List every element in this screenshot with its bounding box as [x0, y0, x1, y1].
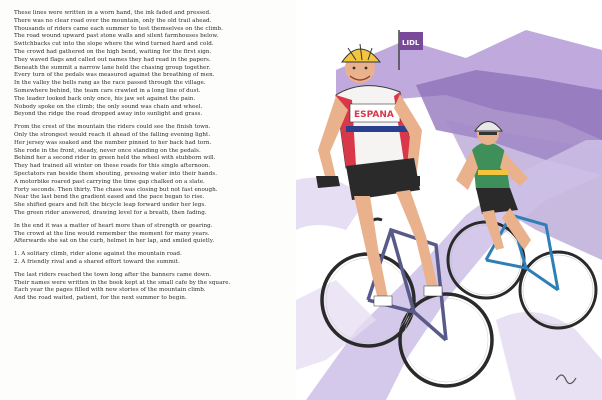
flag-label: LIDL: [402, 39, 420, 47]
text-line: Afterwards she sat on the curb, helmet in her lap, and smiled quietly.: [14, 238, 215, 245]
text-line: Somewhere behind, the team cars crawled in a long line of dust.: [14, 87, 201, 94]
text-line: She rode in the front, steady, never once standing on the pedals.: [14, 147, 201, 154]
text-line: Forty seconds. Then thirty. The chase was closing but not fast enough.: [14, 186, 218, 193]
text-line: Spectators ran beside them shouting, pressing water into their hands.: [14, 170, 218, 177]
text-line: And the road waited, patient, for the next summer to begin.: [14, 295, 187, 302]
text-line: The road wound upward past stone walls and silent farmhouses below.: [14, 33, 219, 40]
text-line: The leader looked back only once, his jaw set against the pain.: [14, 95, 196, 102]
list-item: 2. A friendly rival and a shared effort toward the summit.: [14, 258, 180, 265]
paragraph-block-3: [14, 223, 314, 246]
jersey-label: ESPANA: [354, 110, 394, 120]
paragraph-block-4: [14, 272, 314, 303]
text-line: She shifted gears and felt the bicycle leap forward under her legs.: [14, 202, 207, 209]
illustration-svg: [296, 0, 602, 400]
text-line: These lines were written in a worn hand, the ink faded and pressed.: [14, 10, 211, 16]
text-line: The last riders reached the town long after the banners came down.: [14, 271, 212, 278]
text-line: Thousands of riders came each summer to test themselves on the climb.: [14, 25, 224, 32]
text-line: Only the strongest would reach it ahead of the falling evening light.: [14, 131, 211, 138]
text-line: They had trained all winter on these roads for this single afternoon.: [14, 163, 211, 170]
list-item: 1. A solitary climb, rider alone against the mountain road.: [14, 251, 182, 258]
text-line: Switchbacks cut into the slope where the wind turned hard and cold.: [14, 41, 214, 48]
text-line: The crowd had gathered on the high bend, waiting for the first sign.: [14, 48, 212, 55]
text-line: Near the last bend the gradient eased and the pace began to rise.: [14, 194, 205, 201]
text-line: Behind her a second rider in green held the wheel with stubborn will.: [14, 155, 216, 162]
text-line: Beyond the ridge the road dropped away into sunlight and grass.: [14, 111, 203, 118]
paragraph-block-2: [14, 124, 314, 218]
cyclists-illustration: [296, 0, 602, 400]
text-line: A motorbike roared past carrying the time gap chalked on a slate.: [14, 178, 205, 185]
numbered-list: [14, 251, 314, 267]
text-line: In the valley the bells rang as the race passed through the village.: [14, 80, 206, 87]
text-line: From the crest of the mountain the riders could see the finish town.: [14, 124, 211, 131]
text-line: Beneath the summit a narrow lane held the chasing group together.: [14, 64, 211, 71]
text-line: Their names were written in the book kept at the small cafe by the square.: [14, 279, 231, 286]
text-line: Every turn of the pedals was measured against the breathing of men.: [14, 72, 215, 79]
text-line: In the end it was a matter of heart more than of strength or gearing.: [14, 222, 213, 229]
text-line: Nobody spoke on the climb; the only sound was chain and wheel.: [14, 103, 203, 110]
paragraph-block-1: [14, 10, 314, 119]
text-line: The crowd at the line would remember the moment for many years.: [14, 230, 210, 237]
text-line: They waved flags and called out names they had read in the papers.: [14, 56, 211, 63]
text-line: There was no clear road over the mountain, only the old trail ahead.: [14, 17, 212, 24]
text-line: Her jersey was soaked and the number pinned to her back had torn.: [14, 139, 212, 146]
text-line: Each year the pages filled with new stories of the mountain climb.: [14, 287, 206, 294]
text-line: The green rider answered, drawing level for a breath, then fading.: [14, 209, 207, 216]
text-column: [14, 10, 314, 394]
